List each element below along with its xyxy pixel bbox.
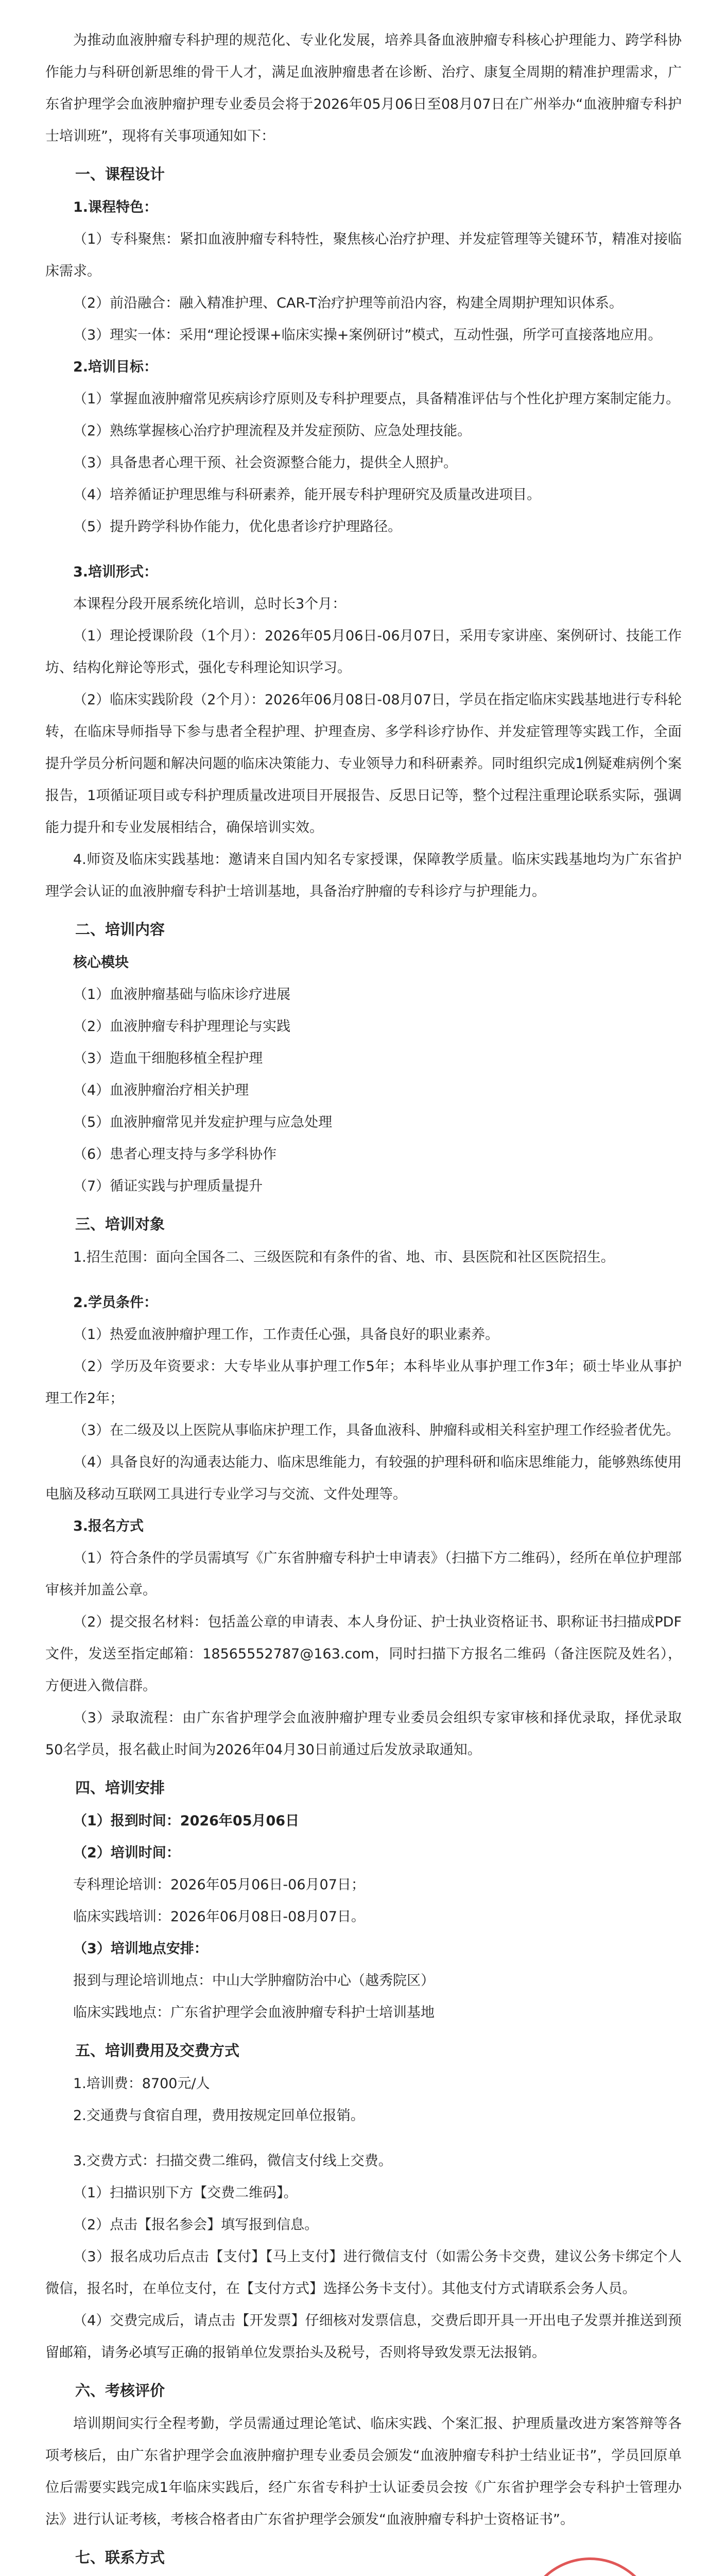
course-feature-item: （3）理实一体：采用“理论授课+临床实操+案例研讨”模式，互动性强，所学可直接落地应用。 [73, 327, 662, 343]
core-module-item: （5）血液肿瘤常见并发症护理与应急处理 [73, 1114, 333, 1130]
fee-item: 2.交通费与食宿自理，费用按规定回单位报销。 [73, 2108, 365, 2124]
checkin-time: （1）报到时间：2026年05月06日 [73, 1813, 300, 1829]
assessment-paragraph: 培训期间实行全程考勤，学员需通过理论笔试、临床实践、个案汇报、护理质量改进方案答辩等各项考核后，由广东省护理学会血液肿瘤护理专业委员会颁发“血液肿瘤专科护士结业证书”，学员回原单位后需要实践完成1年临床实践后，经广东省专科护士认证委员会按《广东省护理学会专科护士管理办法》进行认证考核，考核合格者由广东省护理学会颁发“血液肿瘤专科护士资格证书”。 [45, 2416, 682, 2528]
training-form-item: （1）理论授课阶段（1个月）：2026年05月06日-06月07日，采用专家讲座、案例研讨、技能工作坊、结构化辩论等形式，强化专科理论知识学习。 [45, 628, 682, 676]
fee-item: （3）报名成功后点击【支付】【马上支付】进行微信支付（如需公务卡交费，建议公务卡绑定个人微信，报名时，在单位支付，在【支付方式】选择公务卡支付）。其他支付方式请联系会务人员。 [45, 2249, 682, 2297]
faculty-base-paragraph: 4.师资及临床实践基地：邀请来自国内知名专家授课，保障教学质量。临床实践基地均为广东省护理学会认证的血液肿瘤专科护士培训基地，具备治疗肿瘤的专科诊疗与护理能力。 [45, 852, 682, 900]
section-course-design-title: 一、课程设计 [75, 165, 165, 183]
enrollment-scope: 1.招生范围：面向全国各二、三级医院和有条件的省、地、市、县医院和社区医院招生。 [73, 1249, 615, 1265]
application-title: 3.报名方式 [73, 1518, 144, 1534]
core-module-item: （7）循证实践与护理质量提升 [73, 1178, 263, 1194]
fee-item: （1）扫描识别下方【交费二维码】。 [73, 2185, 298, 2201]
fee-item: 3.交费方式：扫描交费二维码，微信支付线上交费。 [73, 2153, 392, 2169]
training-form-item: （2）临床实践阶段（2个月）：2026年06月08日-08月07日，学员在指定临床实践基地进行专科轮转，在临床导师指导下参与患者全程护理、护理查房、多学科诊疗协作、并发症管理等实践工作，全面提升学员分析问题和解决问题的临床决策能力、专业领导力和科研素养。同时组织完成1例疑难病例个案报告，1项循证项目或专科护理质量改进项目开展报告、反思日记等，整个过程注重理论联系实际，强调能力提升和专业发展相结合，确保培训实效。 [45, 692, 682, 836]
student-requirement-item: （4）具备良好的沟通表达能力、临床思维能力，有较强的护理科研和临床思维能力，能够熟练使用电脑及移动互联网工具进行专业学习与交流、文件处理等。 [45, 1454, 682, 1502]
venue-theory: 报到与理论培训地点：中山大学肿瘤防治中心（越秀院区） [73, 1973, 435, 1989]
intro-paragraph: 为推动血液肿瘤专科护理的规范化、专业化发展，培养具备血液肿瘤专科核心护理能力、跨学科协作能力与科研创新思维的骨干人才，满足血液肿瘤患者在诊断、治疗、康复全周期的精准护理需求，广东省护理学会血液肿瘤护理专业委员会将于2026年05月06日至08月07日在广州举办“血液肿瘤专科护士培训班”，现将有关事项通知如下： [45, 32, 682, 144]
training-goal-item: （3）具备患者心理干预、社会资源整合能力，提供全人照护。 [73, 455, 458, 471]
section-assessment-title: 六、考核评价 [75, 2382, 165, 2399]
training-form-title: 3.培训形式： [73, 564, 158, 580]
course-feature-item: （1）专科聚焦：紧扣血液肿瘤专科特性，聚焦核心治疗护理、并发症管理等关键环节，精准对接临床需求。 [45, 231, 682, 279]
core-module-item: （3）造血干细胞移植全程护理 [73, 1050, 263, 1066]
course-feature-item: （2）前沿融合：融入精准护理、CAR-T治疗护理等前沿内容，构建全周期护理知识体系。 [73, 295, 623, 311]
application-item: （2）提交报名材料：包括盖公章的申请表、本人身份证、护士执业资格证书、职称证书扫描成PDF文件，发送至指定邮箱：18565552787@163.com，同时扫描下方报名二维码（备注医院及姓名），方便进入微信群。 [45, 1614, 682, 1694]
clinical-training-time: 临床实践培训：2026年06月08日-08月07日。 [73, 1909, 365, 1925]
student-requirement-item: （2）学历及年资要求：大专毕业从事护理工作5年；本科毕业从事护理工作3年；硕士毕业从事护理工作2年； [45, 1359, 682, 1406]
fee-item: （2）点击【报名参会】填写报到信息。 [73, 2217, 319, 2233]
fee-item: （4）交费完成后，请点击【开发票】仔细核对发票信息，交费后即开具一开出电子发票并推送到预留邮箱，请务必填写正确的报销单位发票抬头及税号，否则将导致发票无法报销。 [45, 2313, 682, 2361]
section-content-title: 二、培训内容 [75, 921, 165, 938]
venue-title: （3）培训地点安排： [73, 1941, 208, 1957]
student-requirement-item: （1）热爱血液肿瘤护理工作，工作责任心强，具备良好的职业素养。 [73, 1327, 499, 1343]
core-module-item: （2）血液肿瘤专科护理理论与实践 [73, 1019, 291, 1035]
core-module-item: （4）血液肿瘤治疗相关护理 [73, 1082, 249, 1098]
training-form-item: 本课程分段开展系统化培训，总时长3个月： [73, 596, 347, 612]
training-goal-item: （1）掌握血液肿瘤常见疾病诊疗原则及专科护理要点，具备精准评估与个性化护理方案制定能力。 [73, 391, 680, 407]
core-module-item: （1）血液肿瘤基础与临床诊疗进展 [73, 987, 291, 1003]
training-goal-item: （4）培养循证护理思维与科研素养，能开展专科护理研究及质量改进项目。 [73, 487, 541, 503]
training-goal-item: （5）提升跨学科协作能力，优化患者诊疗护理路径。 [73, 519, 402, 535]
application-item: （3）录取流程：由广东省护理学会血液肿瘤护理专业委员会组织专家审核和择优录取，择优录取50名学员，报名截止时间为2026年04月30日前通过后发放录取通知。 [45, 1710, 682, 1758]
section-fees-title: 五、培训费用及交费方式 [75, 2042, 240, 2059]
core-module-title: 核心模块 [73, 955, 129, 971]
section-schedule-title: 四、培训安排 [75, 1779, 165, 1797]
application-item: （1）符合条件的学员需填写《广东省肿瘤专科护士申请表》（扫描下方二维码），经所在单位护理部审核并加盖公章。 [45, 1550, 682, 1598]
training-goal-item: （2）熟练掌握核心治疗护理流程及并发症预防、应急处理技能。 [73, 423, 472, 439]
course-features-title: 1.课程特色： [73, 199, 158, 215]
section-audience-title: 三、培训对象 [75, 1215, 165, 1233]
core-module-item: （6）患者心理支持与多学科协作 [73, 1146, 277, 1162]
student-requirement-item: （3）在二级及以上医院从事临床护理工作，具备血液科、肿瘤科或相关科室护理工作经验者优先。 [73, 1422, 680, 1438]
venue-clinical: 临床实践地点：广东省护理学会血液肿瘤专科护士培训基地 [73, 2005, 435, 2021]
student-requirements-title: 2.学员条件： [73, 1295, 158, 1311]
fee-item: 1.培训费：8700元/人 [73, 2076, 210, 2092]
section-contact-title: 七、联系方式 [75, 2549, 165, 2566]
training-goals-title: 2.培训目标： [73, 359, 158, 375]
training-time-title: （2）培训时间： [73, 1845, 180, 1861]
theory-training-time: 专科理论培训：2026年05月06日-06月07日； [73, 1877, 365, 1893]
